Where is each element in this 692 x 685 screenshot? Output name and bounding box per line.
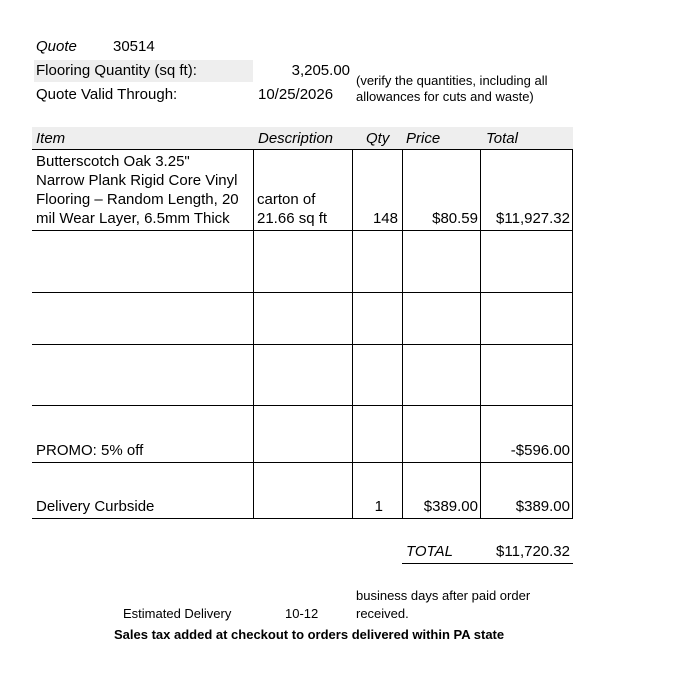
table-line (32, 462, 573, 463)
delivery-qty: 1 (374, 498, 383, 515)
delivery-total: $389.00 (515, 498, 570, 515)
total-value: $11,720.32 (496, 543, 570, 560)
quote-label: Quote (36, 38, 77, 55)
flooring-quantity-label: Flooring Quantity (sq ft): (36, 62, 197, 79)
product-total: $11,927.32 (496, 210, 570, 227)
total-label: TOTAL (406, 543, 453, 560)
verify-note-line2: allowances for cuts and waste) (356, 89, 534, 104)
header-qty: Qty (366, 130, 390, 147)
sales-tax-note: Sales tax added at checkout to orders delivered within PA state (114, 627, 505, 642)
product-description-line: 21.66 sq ft (257, 210, 328, 227)
header-total: Total (486, 130, 518, 147)
product-description-line: carton of (257, 191, 316, 208)
valid-through-label: Quote Valid Through: (36, 86, 178, 103)
estimated-delivery-label: Estimated Delivery (123, 606, 232, 621)
table-column-divider (480, 149, 481, 519)
table-line (32, 149, 573, 150)
estimated-delivery-value: 10-12 (285, 606, 319, 621)
delivery-price: $389.00 (423, 498, 478, 515)
table-line (32, 344, 573, 345)
table-line (32, 405, 573, 406)
table-line (32, 518, 573, 519)
product-item-line: Narrow Plank Rigid Core Vinyl (36, 172, 238, 189)
table-line (32, 230, 573, 231)
product-price: $80.59 (432, 210, 478, 227)
table-right-border (572, 149, 573, 519)
quote-number: 30514 (113, 38, 155, 55)
promo-item: PROMO: 5% off (36, 442, 144, 459)
total-underline (402, 563, 573, 564)
delivery-note-line1: business days after paid order (356, 588, 531, 603)
delivery-item: Delivery Curbside (36, 498, 155, 515)
table-column-divider (352, 149, 353, 519)
flooring-quantity-value: 3,205.00 (291, 62, 350, 79)
product-item-line: Flooring – Random Length, 20 (36, 191, 239, 208)
table-line (32, 292, 573, 293)
header-price: Price (406, 130, 441, 147)
verify-note-line1: (verify the quantities, including all (356, 73, 548, 88)
product-qty: 148 (372, 210, 398, 227)
valid-through-value: 10/25/2026 (258, 86, 334, 103)
promo-total: -$596.00 (510, 442, 570, 459)
header-description: Description (258, 130, 334, 147)
product-item-line: mil Wear Layer, 6.5mm Thick (36, 210, 230, 227)
header-item: Item (36, 130, 66, 147)
table-column-divider (253, 149, 254, 519)
delivery-note-line2: received. (356, 606, 409, 621)
table-column-divider (402, 149, 403, 519)
product-item-line: Butterscotch Oak 3.25" (36, 153, 190, 170)
